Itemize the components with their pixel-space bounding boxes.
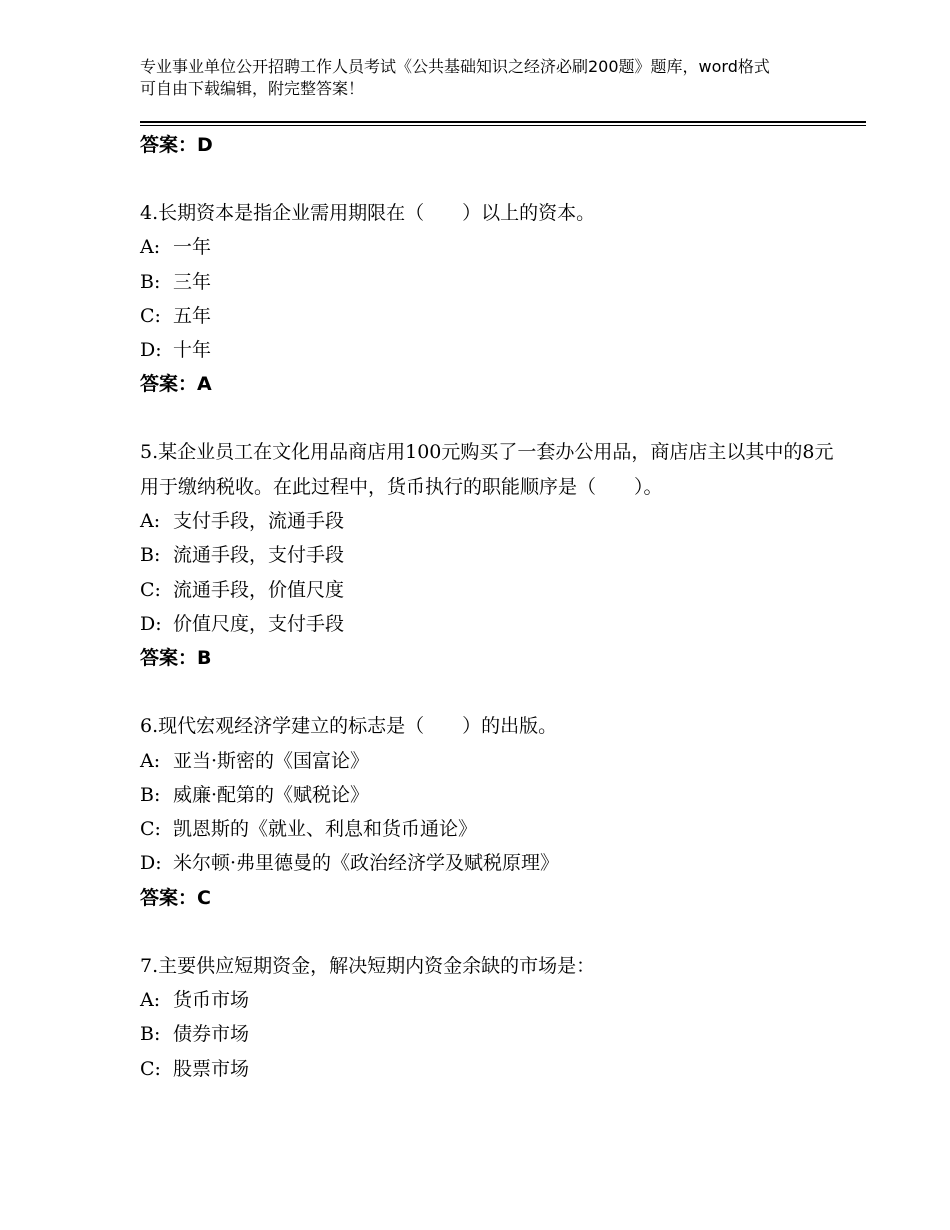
question-gap — [140, 915, 840, 949]
option-text: 股票市场 — [173, 1057, 250, 1080]
option-text: 威廉·配第的《赋税论》 — [173, 783, 370, 806]
answer-line: 答案：B — [140, 647, 212, 670]
option-letter: A: — [140, 749, 161, 772]
option-text: 流通手段，价值尺度 — [173, 578, 345, 601]
option-text: 一年 — [173, 236, 212, 259]
option-letter: C: — [140, 818, 161, 841]
header-rule-thin — [140, 125, 866, 126]
option-text: 凯恩斯的《就业、利息和货币通论》 — [173, 818, 478, 841]
question-list — [140, 128, 840, 1086]
option-text: 价值尺度，支付手段 — [173, 612, 345, 635]
option-text: 流通手段，支付手段 — [173, 544, 345, 567]
option-text: 货币市场 — [173, 989, 250, 1012]
option-letter: B: — [140, 270, 161, 293]
question-gap — [140, 162, 840, 196]
page-header — [140, 56, 780, 100]
document-title: 专业事业单位公开招聘工作人员考试《公共基础知识之经济必刷200题》题库，word格式可自由下载编辑，附完整答案！ — [140, 57, 770, 98]
option-a — [140, 744, 840, 778]
option-a — [140, 983, 840, 1017]
option-d — [140, 846, 840, 880]
option-letter: D: — [140, 339, 162, 362]
option-letter: C: — [140, 304, 161, 327]
option-text: 五年 — [173, 304, 212, 327]
option-d — [140, 607, 840, 641]
question-block — [140, 709, 840, 914]
answer-line: 答案：C — [140, 886, 211, 909]
question-block — [140, 949, 840, 1086]
answer-line: 答案：A — [140, 373, 212, 396]
option-text: 亚当·斯密的《国富论》 — [173, 749, 370, 772]
option-letter: C: — [140, 578, 161, 601]
option-a — [140, 230, 840, 264]
option-letter: D: — [140, 852, 162, 875]
question-stem: 6.现代宏观经济学建立的标志是（ ）的出版。 — [140, 715, 558, 738]
question-gap — [140, 675, 840, 709]
question-stem: 4.长期资本是指企业需用期限在（ ）以上的资本。 — [140, 202, 596, 224]
option-d — [140, 333, 840, 367]
option-b — [140, 1017, 840, 1051]
option-a — [140, 504, 840, 538]
option-letter: D: — [140, 612, 162, 635]
question-stem: 7.主要供应短期资金，解决短期内资金余缺的市场是： — [140, 954, 596, 977]
option-letter: A: — [140, 989, 161, 1012]
option-c — [140, 573, 840, 607]
question-stem: 5.某企业员工在文化用品商店用100元购买了一套办公用品，商店店主以其中的8元用于缴纳税收。在此过程中，货币执行的职能顺序是（ ）。 — [140, 441, 834, 498]
option-text: 十年 — [173, 339, 212, 362]
header-rule-thick — [140, 121, 866, 123]
option-text: 支付手段，流通手段 — [173, 510, 345, 533]
option-text: 三年 — [173, 270, 212, 293]
option-b — [140, 538, 840, 572]
question-block — [140, 196, 840, 401]
option-letter: B: — [140, 783, 161, 806]
option-c — [140, 299, 840, 333]
option-b — [140, 265, 840, 299]
option-letter: A: — [140, 236, 161, 259]
option-letter: B: — [140, 1023, 161, 1046]
option-text: 米尔顿·弗里德曼的《政治经济学及赋税原理》 — [173, 852, 560, 875]
option-letter: B: — [140, 544, 161, 567]
option-c — [140, 1052, 840, 1086]
option-letter: A: — [140, 510, 161, 533]
option-text: 债券市场 — [173, 1023, 250, 1046]
question-gap — [140, 401, 840, 435]
question-block — [140, 435, 840, 675]
option-c — [140, 812, 840, 846]
option-b — [140, 778, 840, 812]
answer-line: 答案：D — [140, 134, 213, 156]
option-letter: C: — [140, 1057, 161, 1080]
